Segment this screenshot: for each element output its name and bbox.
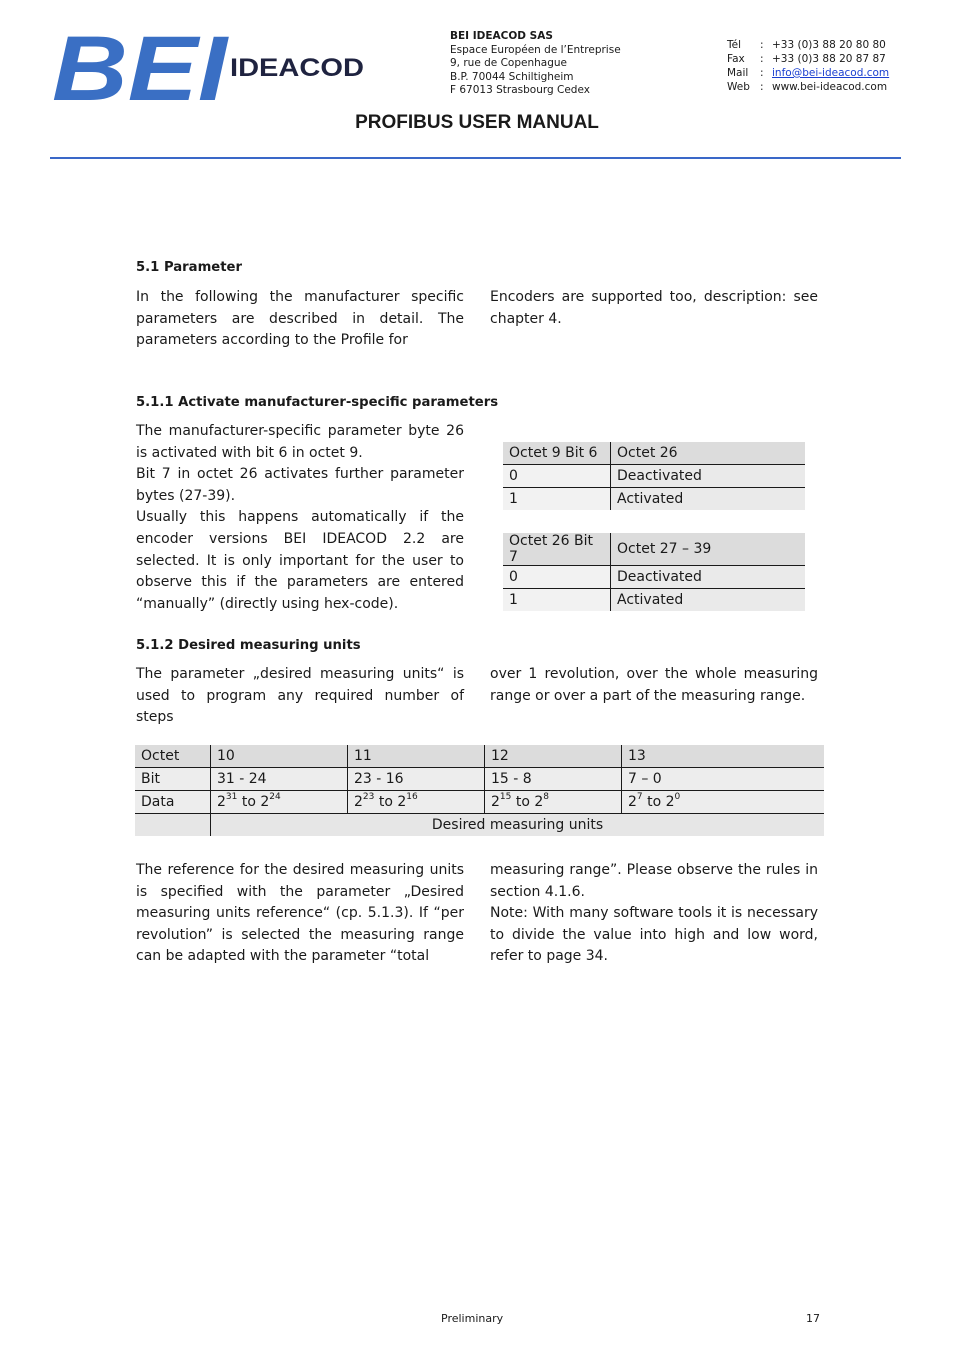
section-5-1-2-text-left: The parameter „desired measuring units“ is used to program any required number of steps bbox=[136, 666, 464, 726]
table-cell: 7 – 0 bbox=[622, 768, 825, 791]
section-heading-5-1-1: 5.1.1 Activate manufacturer-specific parameters bbox=[136, 395, 499, 410]
table-header-row bbox=[503, 442, 805, 465]
table-cell-power-range: $2^7$ to $2^0$ bbox=[622, 791, 825, 814]
octet26-table bbox=[503, 533, 805, 611]
contact-mail: Mail : info@bei-ideacod.com bbox=[727, 67, 890, 79]
table-row-data bbox=[135, 791, 824, 814]
table-row bbox=[503, 566, 805, 589]
octet9-table bbox=[503, 442, 805, 510]
table-cell: Deactivated bbox=[611, 465, 806, 488]
table-cell: 23 - 16 bbox=[348, 768, 485, 791]
table-cell: 11 bbox=[348, 745, 485, 768]
table-cell: 0 bbox=[503, 465, 611, 488]
paragraph: Usually this happens automatically if the encoder versions BEI IDEACOD 2.2 are selected. It is only important for the user to observe this if the parameters are entered “manually” (directly using hex-code). bbox=[136, 509, 464, 612]
table-cell: 15 - 8 bbox=[485, 768, 622, 791]
table-cell-power-range: $2^{23}$ to $2^{16}$ bbox=[348, 791, 485, 814]
address-line: F 67013 Strasbourg Cedex bbox=[450, 84, 590, 97]
logo-ideacod-text: IDEACOD bbox=[230, 54, 364, 82]
page-number: 17 bbox=[806, 1312, 820, 1325]
table-cell: 13 bbox=[622, 745, 825, 768]
company-name: BEI IDEACOD SAS bbox=[450, 30, 553, 42]
table-header-cell: Octet 26 Bit 7 bbox=[503, 533, 611, 566]
contact-fax: Fax : +33 (0)3 88 20 87 87 bbox=[727, 53, 886, 65]
table-cell: Bit bbox=[135, 768, 211, 791]
website-text: www.bei-ideacod.com bbox=[772, 81, 888, 93]
table-row bbox=[503, 465, 805, 488]
section-5-1-text-right: Encoders are supported too, description: see chapter 4. bbox=[490, 289, 818, 327]
table-cell: Data bbox=[135, 791, 211, 814]
table-row bbox=[503, 589, 805, 612]
contact-web: Web : www.bei-ideacod.com bbox=[727, 81, 888, 93]
table-cell: Deactivated bbox=[611, 566, 806, 589]
section-5-1-1-text bbox=[136, 421, 464, 615]
section-5-1-text-left: In the following the manufacturer specific parameters are described in detail. The parameters according to the Profile for bbox=[136, 289, 464, 349]
table-cell-power-range: $2^{15}$ to $2^8$ bbox=[485, 791, 622, 814]
table-row-footer bbox=[135, 814, 824, 837]
section-heading-5-1-2: 5.1.2 Desired measuring units bbox=[136, 638, 361, 653]
section-heading-5-1: 5.1 Parameter bbox=[136, 260, 243, 275]
contact-info bbox=[727, 38, 889, 94]
table-cell-power-range: $2^{31}$ to $2^{24}$ bbox=[211, 791, 348, 814]
table-header-cell: Octet 9 Bit 6 bbox=[503, 442, 611, 465]
section-5-1-2-text-right: over 1 revolution, over the whole measuring range or over a part of the measuring range. bbox=[490, 666, 818, 704]
table-cell-empty bbox=[135, 814, 211, 837]
table-row-bit bbox=[135, 768, 824, 791]
table-cell: Activated bbox=[611, 488, 806, 511]
company-address bbox=[450, 30, 621, 98]
footer-status: Preliminary bbox=[441, 1312, 504, 1325]
address-line: B.P. 70044 Schiltigheim bbox=[450, 70, 574, 83]
table-cell: 1 bbox=[503, 589, 611, 612]
table-cell-span: Desired measuring units bbox=[211, 814, 825, 837]
table-cell: 0 bbox=[503, 566, 611, 589]
address-line: Espace Européen de l’Entreprise bbox=[450, 43, 621, 56]
paragraph: Bit 7 in octet 26 activates further parameter bytes (27-39). bbox=[136, 466, 464, 504]
section-5-1-2-after-right bbox=[490, 860, 818, 968]
table-row bbox=[503, 488, 805, 511]
paragraph: Note: With many software tools it is necessary to divide the value into high and low word, refer to page 34. bbox=[490, 905, 818, 965]
table-cell: 12 bbox=[485, 745, 622, 768]
section-5-1-2-after-left: The reference for the desired measuring units is specified with the parameter „Desired measuring units reference“ (cp. 5.1.3). If “per revolution” is selected the measuring range can be adapted with the parameter “total bbox=[136, 862, 464, 965]
address-line: 9, rue de Copenhague bbox=[450, 57, 567, 70]
table-cell: 31 - 24 bbox=[211, 768, 348, 791]
table-row-octet bbox=[135, 745, 824, 768]
logo-bei-text: BEI bbox=[52, 28, 230, 104]
paragraph: The manufacturer-specific parameter byte 26 is activated with bit 6 in octet 9. bbox=[136, 423, 464, 461]
paragraph: measuring range”. Please observe the rules in section 4.1.6. bbox=[490, 862, 818, 900]
header-divider bbox=[50, 157, 901, 159]
bei-logo-graphic bbox=[50, 28, 370, 104]
table-cell: 1 bbox=[503, 488, 611, 511]
document-title: PROFIBUS USER MANUAL bbox=[355, 112, 599, 133]
table-header-cell: Octet 27 – 39 bbox=[611, 533, 806, 566]
company-logo bbox=[50, 28, 370, 104]
table-cell: 10 bbox=[211, 745, 348, 768]
email-link[interactable]: info@bei-ideacod.com bbox=[772, 67, 890, 79]
contact-phone: Tél : +33 (0)3 88 20 80 80 bbox=[727, 39, 886, 51]
table-header-row bbox=[503, 533, 805, 566]
measuring-units-table bbox=[135, 745, 824, 836]
table-header-cell: Octet 26 bbox=[611, 442, 806, 465]
table-cell: Octet bbox=[135, 745, 211, 768]
table-cell: Activated bbox=[611, 589, 806, 612]
